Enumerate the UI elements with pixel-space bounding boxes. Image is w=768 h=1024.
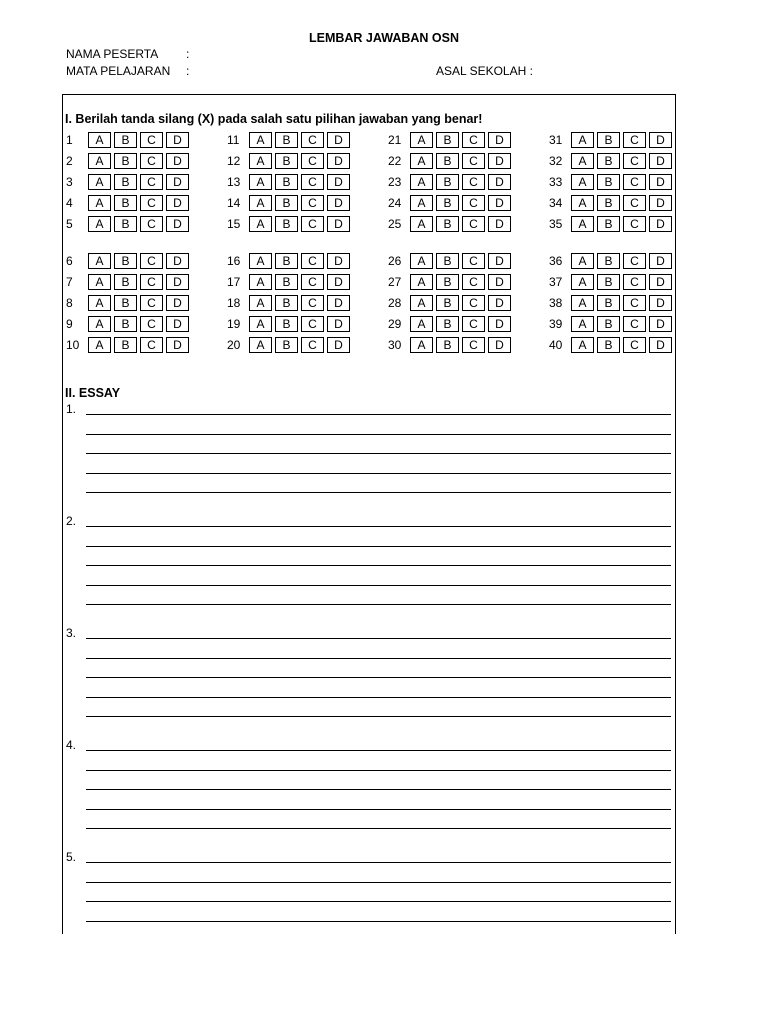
option-b-box[interactable]: B: [114, 337, 137, 353]
question-number: 12: [227, 154, 241, 168]
option-d-box[interactable]: D: [488, 295, 511, 311]
option-boxes: [88, 174, 192, 190]
option-d-box[interactable]: D: [649, 132, 672, 148]
option-boxes: [88, 337, 192, 353]
option-b-box[interactable]: B: [597, 195, 620, 211]
option-d-box[interactable]: D: [327, 195, 350, 211]
option-c-box[interactable]: C: [623, 295, 646, 311]
essay-answer-line[interactable]: [86, 434, 671, 435]
option-boxes: [410, 153, 514, 169]
essay-answer-line[interactable]: [86, 526, 671, 527]
essay-answer-line[interactable]: [86, 658, 671, 659]
option-boxes: [571, 195, 675, 211]
nama-peserta-separator: :: [186, 47, 190, 61]
option-b-box[interactable]: B: [436, 153, 459, 169]
question-number: 18: [227, 296, 241, 310]
option-c-box[interactable]: C: [623, 274, 646, 290]
option-a-box[interactable]: A: [410, 253, 433, 269]
question-number: 15: [227, 217, 241, 231]
option-a-box[interactable]: A: [571, 274, 594, 290]
essay-item-number: 4.: [66, 738, 77, 752]
option-a-box[interactable]: A: [410, 195, 433, 211]
option-d-box[interactable]: D: [649, 295, 672, 311]
question-number: 23: [388, 175, 402, 189]
essay-answer-line[interactable]: [86, 473, 671, 474]
option-a-box[interactable]: A: [410, 316, 433, 332]
option-b-box[interactable]: B: [275, 153, 298, 169]
option-d-box[interactable]: D: [166, 337, 189, 353]
option-d-box[interactable]: D: [327, 274, 350, 290]
option-a-box[interactable]: A: [249, 295, 272, 311]
option-b-box[interactable]: B: [436, 174, 459, 190]
question-number: 17: [227, 275, 241, 289]
option-c-box[interactable]: C: [301, 195, 324, 211]
question-number: 30: [388, 338, 402, 352]
option-d-box[interactable]: D: [166, 316, 189, 332]
option-boxes: [88, 153, 192, 169]
question-number: 39: [549, 317, 563, 331]
option-a-box[interactable]: A: [88, 295, 111, 311]
option-boxes: [249, 295, 353, 311]
option-a-box[interactable]: A: [249, 195, 272, 211]
option-boxes: [410, 337, 514, 353]
option-d-box[interactable]: D: [327, 316, 350, 332]
asal-sekolah-label: ASAL SEKOLAH :: [436, 64, 533, 78]
question-number: 20: [227, 338, 241, 352]
option-a-box[interactable]: A: [410, 337, 433, 353]
option-d-box[interactable]: D: [649, 216, 672, 232]
option-boxes: [410, 316, 514, 332]
option-c-box[interactable]: C: [301, 216, 324, 232]
option-d-box[interactable]: D: [488, 153, 511, 169]
essay-answer-line[interactable]: [86, 697, 671, 698]
option-c-box[interactable]: C: [462, 195, 485, 211]
essay-item-number: 3.: [66, 626, 77, 640]
option-a-box[interactable]: A: [88, 153, 111, 169]
essay-item-number: 1.: [66, 402, 77, 416]
option-a-box[interactable]: A: [88, 132, 111, 148]
question-number: 36: [549, 254, 563, 268]
option-boxes: [88, 216, 192, 232]
question-number: 26: [388, 254, 402, 268]
question-number: 22: [388, 154, 402, 168]
essay-answer-line[interactable]: [86, 546, 671, 547]
option-d-box[interactable]: D: [488, 216, 511, 232]
option-boxes: [410, 195, 514, 211]
option-b-box[interactable]: B: [275, 195, 298, 211]
option-c-box[interactable]: C: [462, 132, 485, 148]
question-number: 14: [227, 196, 241, 210]
option-c-box[interactable]: C: [140, 316, 163, 332]
option-d-box[interactable]: D: [327, 153, 350, 169]
question-number: 13: [227, 175, 241, 189]
option-c-box[interactable]: C: [140, 274, 163, 290]
essay-answer-line[interactable]: [86, 789, 671, 790]
option-b-box[interactable]: B: [275, 274, 298, 290]
option-c-box[interactable]: C: [462, 274, 485, 290]
option-a-box[interactable]: A: [410, 295, 433, 311]
option-d-box[interactable]: D: [166, 295, 189, 311]
question-number: 10: [66, 338, 80, 352]
question-number: 7: [66, 275, 73, 289]
option-d-box[interactable]: D: [327, 337, 350, 353]
option-d-box[interactable]: D: [649, 174, 672, 190]
option-c-box[interactable]: C: [623, 216, 646, 232]
option-boxes: [571, 153, 675, 169]
option-b-box[interactable]: B: [436, 337, 459, 353]
option-c-box[interactable]: C: [623, 132, 646, 148]
option-d-box[interactable]: D: [488, 274, 511, 290]
option-c-box[interactable]: C: [301, 132, 324, 148]
option-a-box[interactable]: A: [571, 316, 594, 332]
option-c-box[interactable]: C: [462, 295, 485, 311]
option-boxes: [571, 253, 675, 269]
option-a-box[interactable]: A: [249, 174, 272, 190]
essay-answer-line[interactable]: [86, 862, 671, 863]
option-c-box[interactable]: C: [301, 253, 324, 269]
option-boxes: [571, 132, 675, 148]
option-a-box[interactable]: A: [88, 316, 111, 332]
option-d-box[interactable]: D: [166, 195, 189, 211]
option-b-box[interactable]: B: [597, 174, 620, 190]
option-d-box[interactable]: D: [327, 295, 350, 311]
option-d-box[interactable]: D: [488, 195, 511, 211]
option-a-box[interactable]: A: [571, 174, 594, 190]
option-a-box[interactable]: A: [410, 153, 433, 169]
option-b-box[interactable]: B: [275, 316, 298, 332]
essay-answer-line[interactable]: [86, 453, 671, 454]
option-b-box[interactable]: B: [436, 195, 459, 211]
option-a-box[interactable]: A: [571, 253, 594, 269]
page-title: LEMBAR JAWABAN OSN: [308, 31, 459, 45]
option-boxes: [410, 216, 514, 232]
option-a-box[interactable]: A: [88, 337, 111, 353]
option-c-box[interactable]: C: [301, 337, 324, 353]
option-d-box[interactable]: D: [649, 195, 672, 211]
option-a-box[interactable]: A: [88, 216, 111, 232]
option-b-box[interactable]: B: [436, 316, 459, 332]
option-b-box[interactable]: B: [114, 253, 137, 269]
option-b-box[interactable]: B: [597, 337, 620, 353]
option-boxes: [249, 253, 353, 269]
option-b-box[interactable]: B: [436, 132, 459, 148]
option-c-box[interactable]: C: [623, 253, 646, 269]
option-c-box[interactable]: C: [140, 174, 163, 190]
option-boxes: [88, 274, 192, 290]
option-boxes: [88, 195, 192, 211]
option-c-box[interactable]: C: [301, 174, 324, 190]
option-a-box[interactable]: A: [249, 153, 272, 169]
question-number: 3: [66, 175, 73, 189]
option-a-box[interactable]: A: [88, 174, 111, 190]
option-boxes: [571, 337, 675, 353]
option-c-box[interactable]: C: [301, 316, 324, 332]
option-b-box[interactable]: B: [436, 274, 459, 290]
option-c-box[interactable]: C: [462, 253, 485, 269]
option-boxes: [249, 274, 353, 290]
question-number: 40: [549, 338, 563, 352]
option-b-box[interactable]: B: [114, 132, 137, 148]
question-number: 34: [549, 196, 563, 210]
option-b-box[interactable]: B: [114, 316, 137, 332]
option-b-box[interactable]: B: [114, 153, 137, 169]
question-number: 37: [549, 275, 563, 289]
option-b-box[interactable]: B: [597, 274, 620, 290]
option-c-box[interactable]: C: [623, 337, 646, 353]
option-b-box[interactable]: B: [275, 253, 298, 269]
option-b-box[interactable]: B: [275, 337, 298, 353]
option-d-box[interactable]: D: [649, 316, 672, 332]
option-boxes: [410, 174, 514, 190]
option-boxes: [571, 316, 675, 332]
option-b-box[interactable]: B: [436, 253, 459, 269]
option-d-box[interactable]: D: [649, 253, 672, 269]
option-a-box[interactable]: A: [410, 216, 433, 232]
essay-item-number: 5.: [66, 850, 77, 864]
option-c-box[interactable]: C: [301, 295, 324, 311]
mata-pelajaran-separator: :: [186, 64, 190, 78]
essay-answer-line[interactable]: [86, 585, 671, 586]
question-number: 35: [549, 217, 563, 231]
option-boxes: [410, 274, 514, 290]
option-c-box[interactable]: C: [462, 174, 485, 190]
option-boxes: [88, 316, 192, 332]
question-number: 16: [227, 254, 241, 268]
option-d-box[interactable]: D: [488, 253, 511, 269]
option-boxes: [410, 253, 514, 269]
option-b-box[interactable]: B: [275, 295, 298, 311]
option-c-box[interactable]: C: [140, 253, 163, 269]
question-number: 25: [388, 217, 402, 231]
option-c-box[interactable]: C: [462, 153, 485, 169]
option-d-box[interactable]: D: [166, 216, 189, 232]
essay-answer-line[interactable]: [86, 414, 671, 415]
question-number: 9: [66, 317, 73, 331]
option-boxes: [249, 216, 353, 232]
option-boxes: [88, 132, 192, 148]
multiple-choice-instruction: I. Berilah tanda silang (X) pada salah satu pilihan jawaban yang benar!: [65, 112, 483, 126]
essay-answer-line[interactable]: [86, 882, 671, 883]
option-c-box[interactable]: C: [301, 153, 324, 169]
question-number: 19: [227, 317, 241, 331]
option-c-box[interactable]: C: [462, 316, 485, 332]
option-c-box[interactable]: C: [140, 295, 163, 311]
option-c-box[interactable]: C: [623, 153, 646, 169]
option-b-box[interactable]: B: [597, 132, 620, 148]
question-number: 32: [549, 154, 563, 168]
option-d-box[interactable]: D: [166, 153, 189, 169]
option-d-box[interactable]: D: [166, 274, 189, 290]
option-b-box[interactable]: B: [597, 316, 620, 332]
option-boxes: [571, 274, 675, 290]
option-a-box[interactable]: A: [88, 195, 111, 211]
option-boxes: [249, 316, 353, 332]
option-boxes: [249, 153, 353, 169]
option-d-box[interactable]: D: [327, 253, 350, 269]
option-boxes: [88, 253, 192, 269]
option-c-box[interactable]: C: [623, 316, 646, 332]
essay-answer-line[interactable]: [86, 638, 671, 639]
option-b-box[interactable]: B: [114, 216, 137, 232]
option-b-box[interactable]: B: [114, 274, 137, 290]
option-b-box[interactable]: B: [597, 295, 620, 311]
essay-answer-line[interactable]: [86, 492, 671, 493]
essay-answer-line[interactable]: [86, 565, 671, 566]
essay-answer-line[interactable]: [86, 770, 671, 771]
option-a-box[interactable]: A: [249, 216, 272, 232]
option-a-box[interactable]: A: [88, 253, 111, 269]
option-d-box[interactable]: D: [488, 337, 511, 353]
option-d-box[interactable]: D: [327, 216, 350, 232]
option-boxes: [88, 295, 192, 311]
option-c-box[interactable]: C: [140, 216, 163, 232]
option-a-box[interactable]: A: [249, 274, 272, 290]
essay-answer-line[interactable]: [86, 901, 671, 902]
option-c-box[interactable]: C: [462, 337, 485, 353]
option-d-box[interactable]: D: [488, 174, 511, 190]
option-a-box[interactable]: A: [249, 337, 272, 353]
option-a-box[interactable]: A: [410, 274, 433, 290]
question-number: 5: [66, 217, 73, 231]
option-d-box[interactable]: D: [488, 316, 511, 332]
question-number: 2: [66, 154, 73, 168]
option-c-box[interactable]: C: [623, 195, 646, 211]
option-boxes: [571, 295, 675, 311]
option-b-box[interactable]: B: [597, 253, 620, 269]
option-boxes: [249, 195, 353, 211]
question-number: 33: [549, 175, 563, 189]
option-a-box[interactable]: A: [571, 337, 594, 353]
option-d-box[interactable]: D: [649, 274, 672, 290]
option-boxes: [249, 337, 353, 353]
option-b-box[interactable]: B: [114, 195, 137, 211]
essay-item-number: 2.: [66, 514, 77, 528]
option-a-box[interactable]: A: [571, 295, 594, 311]
option-a-box[interactable]: A: [249, 132, 272, 148]
question-number: 38: [549, 296, 563, 310]
option-b-box[interactable]: B: [436, 216, 459, 232]
option-d-box[interactable]: D: [166, 132, 189, 148]
option-boxes: [410, 132, 514, 148]
option-d-box[interactable]: D: [488, 132, 511, 148]
option-boxes: [249, 132, 353, 148]
option-c-box[interactable]: C: [301, 274, 324, 290]
essay-section-title: II. ESSAY: [65, 386, 121, 400]
option-a-box[interactable]: A: [249, 316, 272, 332]
essay-answer-line[interactable]: [86, 921, 671, 922]
option-b-box[interactable]: B: [597, 216, 620, 232]
option-c-box[interactable]: C: [140, 195, 163, 211]
option-b-box[interactable]: B: [597, 153, 620, 169]
question-number: 21: [388, 133, 402, 147]
question-number: 1: [66, 133, 73, 147]
question-number: 6: [66, 254, 73, 268]
option-a-box[interactable]: A: [410, 174, 433, 190]
option-b-box[interactable]: B: [275, 216, 298, 232]
option-b-box[interactable]: B: [275, 132, 298, 148]
option-d-box[interactable]: D: [327, 174, 350, 190]
option-c-box[interactable]: C: [140, 132, 163, 148]
option-a-box[interactable]: A: [88, 274, 111, 290]
option-c-box[interactable]: C: [623, 174, 646, 190]
option-d-box[interactable]: D: [649, 337, 672, 353]
question-number: 28: [388, 296, 402, 310]
question-number: 29: [388, 317, 402, 331]
question-number: 31: [549, 133, 563, 147]
question-number: 27: [388, 275, 402, 289]
option-b-box[interactable]: B: [275, 174, 298, 190]
essay-answer-line[interactable]: [86, 809, 671, 810]
option-b-box[interactable]: B: [114, 174, 137, 190]
option-d-box[interactable]: D: [327, 132, 350, 148]
option-boxes: [571, 174, 675, 190]
question-number: 4: [66, 196, 73, 210]
option-b-box[interactable]: B: [114, 295, 137, 311]
option-a-box[interactable]: A: [571, 216, 594, 232]
option-a-box[interactable]: A: [571, 132, 594, 148]
option-d-box[interactable]: D: [649, 153, 672, 169]
option-a-box[interactable]: A: [571, 195, 594, 211]
essay-answer-line[interactable]: [86, 604, 671, 605]
option-d-box[interactable]: D: [166, 174, 189, 190]
option-c-box[interactable]: C: [140, 337, 163, 353]
essay-answer-line[interactable]: [86, 677, 671, 678]
option-c-box[interactable]: C: [140, 153, 163, 169]
question-number: 24: [388, 196, 402, 210]
essay-answer-line[interactable]: [86, 828, 671, 829]
option-a-box[interactable]: A: [571, 153, 594, 169]
option-b-box[interactable]: B: [436, 295, 459, 311]
option-c-box[interactable]: C: [462, 216, 485, 232]
essay-answer-line[interactable]: [86, 716, 671, 717]
mata-pelajaran-label: MATA PELAJARAN: [66, 64, 171, 78]
option-boxes: [410, 295, 514, 311]
option-boxes: [249, 174, 353, 190]
option-a-box[interactable]: A: [249, 253, 272, 269]
essay-answer-line[interactable]: [86, 750, 671, 751]
question-number: 8: [66, 296, 73, 310]
option-d-box[interactable]: D: [166, 253, 189, 269]
question-number: 11: [227, 133, 240, 147]
option-boxes: [571, 216, 675, 232]
option-a-box[interactable]: A: [410, 132, 433, 148]
nama-peserta-label: NAMA PESERTA: [66, 47, 159, 61]
